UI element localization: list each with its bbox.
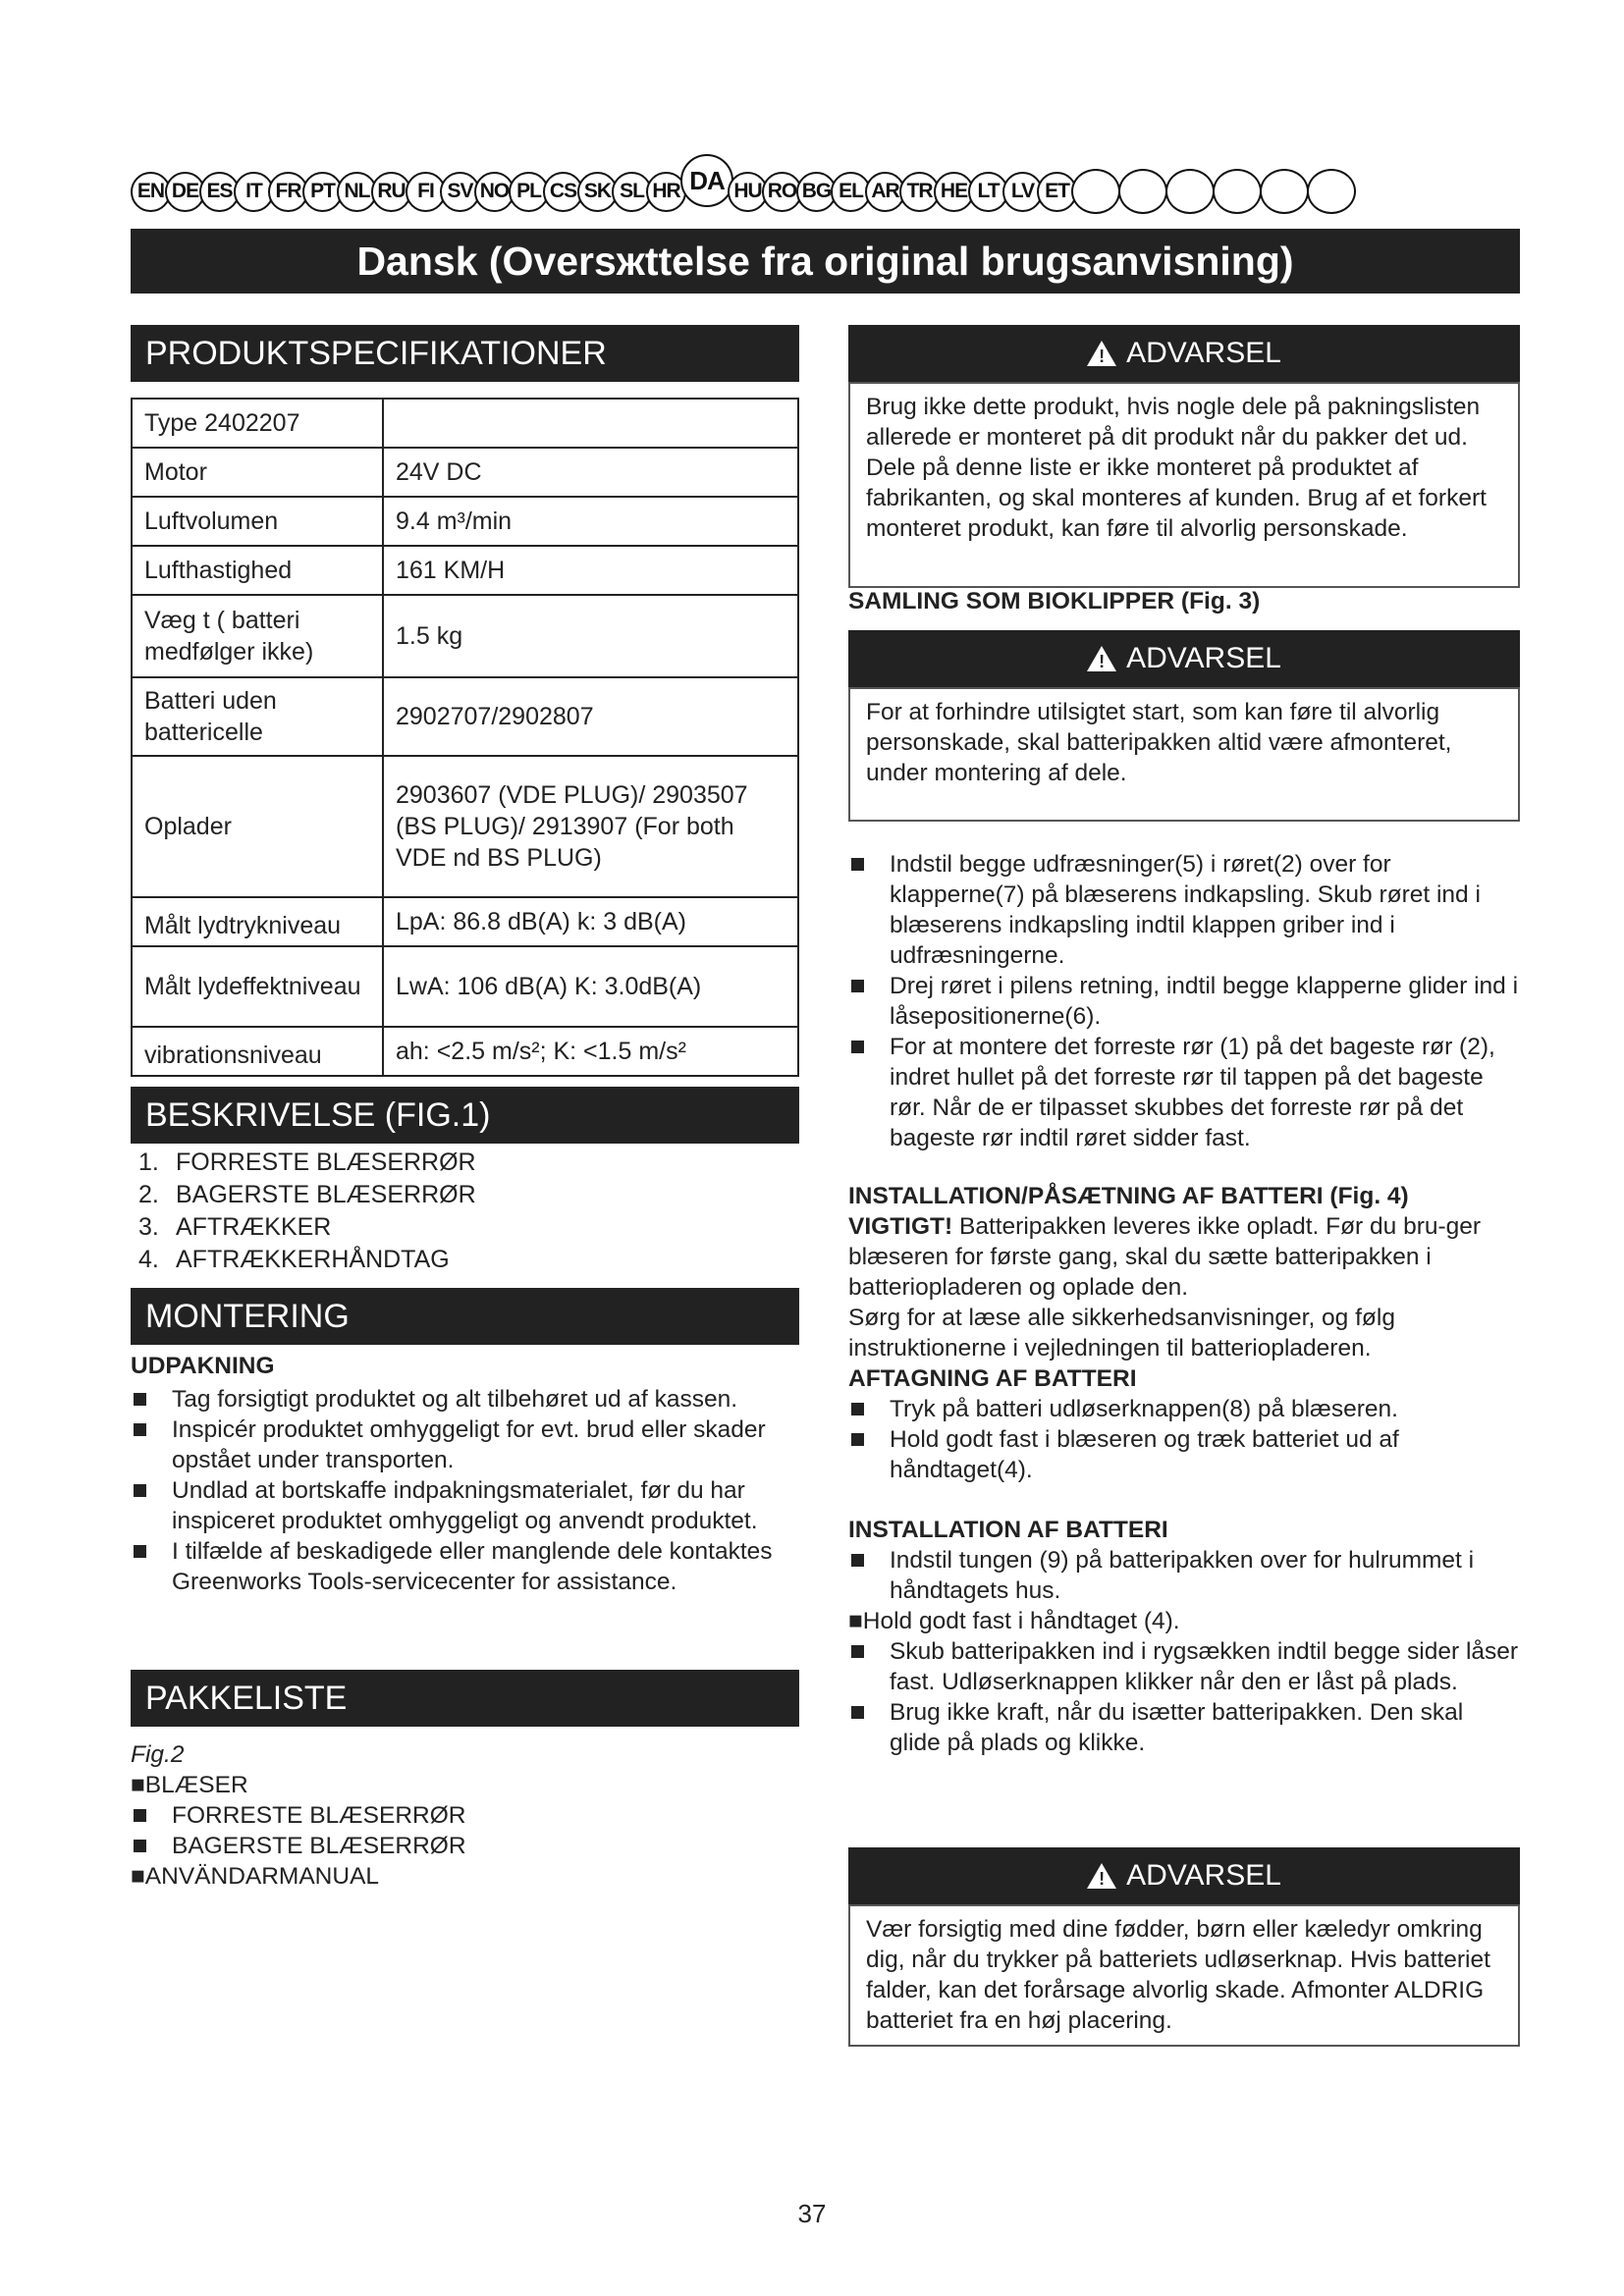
language-tab-nl: NL [337, 172, 377, 212]
fig-label: Fig.2 [131, 1741, 185, 1768]
language-tab-de: DE [165, 172, 205, 212]
installation-paragraph: VIGTIGT! Batteripakken leveres ikke opladt. Før du bru-ger blæseren for første gang, skal du sætte batteripakken i batteriopladeren og oplade den. [848, 1213, 1482, 1301]
language-tab-blank [1260, 169, 1309, 214]
language-tab-he: HE [934, 172, 974, 212]
language-tab-ar: AR [865, 172, 905, 212]
warning-heading: ! ADVARSEL [848, 1847, 1520, 1904]
language-tab-fi: FI [406, 172, 446, 212]
list-item: Tag forsigtigt produktet og alt tilbehøret ud af kassen. [131, 1384, 799, 1415]
list-item: 2. BAGERSTE BLÆSERRØR [138, 1181, 476, 1208]
list-item: Undlad at bortskaffe indpakningsmaterialet, før du har inspiceret produktet omhyggeligt og anvendt produktet. [131, 1475, 799, 1536]
spec-table [131, 398, 799, 1077]
language-tab-blank [1118, 169, 1167, 214]
aftagning-list [848, 1394, 1520, 1485]
udpakning-heading: UDPAKNING [131, 1353, 275, 1379]
list-item: Tryk på batteri udløserknappen(8) på blæseren. [848, 1394, 1520, 1424]
list-item: Indstil tungen (9) på batteripakken over for hulrummet i håndtagets hus. [848, 1545, 1520, 1606]
language-tab-it: IT [234, 172, 274, 212]
list-item: I tilfælde af beskadigede eller manglende dele kontaktes Greenworks Tools-servicecenter for assistance. [131, 1536, 799, 1597]
list-item: Skub batteripakken ind i rygsækken indtil begge sider låser fast. Udløserknappen klikker når den er låst på plads. [848, 1636, 1520, 1697]
installation-heading: INSTALLATION/PÅSÆTNING AF BATTERI (Fig. 4) [848, 1183, 1409, 1209]
inst-list [848, 1545, 1520, 1606]
language-tab-blank [1307, 169, 1356, 214]
list-item: BAGERSTE BLÆSERRØR [131, 1831, 799, 1861]
language-tab-ru: RU [371, 172, 411, 212]
montering-heading: MONTERING [131, 1288, 799, 1345]
language-tab-sk: SK [577, 172, 618, 212]
list-item: Hold godt fast i blæseren og træk batteriet ud af håndtaget(4). [848, 1424, 1520, 1485]
language-tab-bg: BG [796, 172, 837, 212]
language-tab-es: ES [199, 172, 240, 212]
table-row: vibrationsniveau ah: <2.5 m/s²; K: <1.5 m/s² [132, 1027, 798, 1076]
language-tab-lv: LV [1002, 172, 1043, 212]
udpakning-list [131, 1384, 799, 1597]
spec-heading: PRODUKTSPECIFIKATIONER [131, 325, 799, 382]
table-row: Oplader 2903607 (VDE PLUG)/ 2903507 (BS PLUG)/ 2913907 (For both VDE nd BS PLUG) [132, 756, 798, 897]
pakkeliste-line: ■BLÆSER [131, 1772, 248, 1798]
language-tab-el: EL [831, 172, 871, 212]
beskrivelse-heading: BESKRIVELSE (FIG.1) [131, 1087, 799, 1144]
language-tab-da: DA [680, 154, 733, 207]
list-item: Indstil begge udfræsninger(5) i røret(2) over for klapperne(7) på blæserens indkapsling. Skub røret ind i blæserens indkapsling indtil klappen griber ind i udfræsningerne. [848, 849, 1520, 971]
table-row: Målt lydeffektniveau LwA: 106 dB(A) K: 3.0dB(A) [132, 946, 798, 1027]
list-item: 3. AFTRÆKKER [138, 1213, 332, 1241]
list-item: Drej røret i pilens retning, indtil begge klapperne glider ind i låsepositionerne(6). [848, 971, 1520, 1032]
page-number: 37 [797, 2199, 827, 2228]
language-tab-sv: SV [440, 172, 480, 212]
warning-heading: ! ADVARSEL [848, 325, 1520, 382]
warning-box: Brug ikke dette produkt, hvis nogle dele på pakningslisten allerede er monteret på dit produkt når du pakker det ud. Dele på denne liste er ikke monteret på produktet af fabrikanten, og skal monteres af kunden. Brug af et forkert monteret produkt, kan føre til alvorlig personskade. [848, 382, 1520, 588]
list-item: FORRESTE BLÆSERRØR [131, 1800, 799, 1831]
language-tab-blank [1071, 169, 1120, 214]
table-row: Motor 24V DC [132, 448, 798, 497]
language-tab-cs: CS [543, 172, 583, 212]
table-row: Luftvolumen 9.4 m³/min [132, 497, 798, 546]
warning-icon [1087, 1863, 1116, 1889]
table-row: Målt lydtrykniveau LpA: 86.8 dB(A) k: 3 dB(A) [132, 897, 798, 946]
language-tab-en: EN [131, 172, 171, 212]
page-title: Dansk (Oversжttelse fra original brugsanvisning) [131, 229, 1520, 294]
warning-heading: ! ADVARSEL [848, 630, 1520, 687]
inst-list [848, 1636, 1520, 1758]
table-row: Væg t ( batteri medfølger ikke) 1.5 kg [132, 595, 798, 677]
language-tab-blank [1165, 169, 1215, 214]
language-tab-hr: HR [646, 172, 686, 212]
aftagning-heading: AFTAGNING AF BATTERI [848, 1365, 1137, 1392]
installation-section [848, 1181, 1520, 1758]
language-tab-lt: LT [968, 172, 1008, 212]
samling-heading: SAMLING SOM BIOKLIPPER (Fig. 3) [848, 588, 1261, 614]
list-item: 1. FORRESTE BLÆSERRØR [138, 1148, 476, 1176]
list-item: Brug ikke kraft, når du isætter batteripakken. Den skal glide på plads og klikke. [848, 1697, 1520, 1758]
samling-list [848, 849, 1520, 1153]
inst-line: ■Hold godt fast i håndtaget (4). [848, 1608, 1180, 1634]
warning-icon [1087, 341, 1116, 366]
language-tab-blank [1213, 169, 1262, 214]
language-tabs [131, 165, 1520, 214]
list-item: Inspicér produktet omhyggeligt for evt. brud eller skader opstået under transporten. [131, 1415, 799, 1475]
warning-box: Vær forsigtig med dine fødder, børn eller kæledyr omkring dig, når du trykker på batteriets udløserknap. Hvis batteriet falder, kan det forårsage alvorlig skade. Afmonter ALDRIG batteriet fra en høj placering. [848, 1904, 1520, 2047]
warning-box: For at forhindre utilsigtet start, som kan føre til alvorlig personskade, skal batteripakken altid være afmonteret, under montering af dele. [848, 687, 1520, 822]
pakkeliste-heading: PAKKELISTE [131, 1670, 799, 1727]
table-row: Type 2402207 [132, 399, 798, 448]
beskrivelse-list [131, 1147, 799, 1276]
list-item: For at montere det forreste rør (1) på det bageste rør (2), indret hullet på det forreste rør til tappen på det bageste rør. Når de er tilpasset skubbes det forreste rør på det bageste rør indtil røret sidder fast. [848, 1032, 1520, 1153]
table-row: Lufthastighed 161 KM/H [132, 546, 798, 595]
language-tab-hu: HU [728, 172, 768, 212]
pakkeliste-list [131, 1800, 799, 1861]
list-item: 4. AFTRÆKKERHÅNDTAG [138, 1246, 450, 1273]
language-tab-sl: SL [612, 172, 652, 212]
installation-paragraph: Sørg for at læse alle sikkerhedsanvisninger, og følg instruktionerne i vejledningen til batteriopladeren. [848, 1305, 1395, 1362]
language-tab-pl: PL [509, 172, 549, 212]
language-tab-fr: FR [268, 172, 308, 212]
pakkeliste-line: ■ANVÄNDARMANUAL [131, 1863, 380, 1890]
warning-icon [1087, 646, 1116, 671]
language-tab-pt: PT [302, 172, 343, 212]
language-tab-tr: TR [899, 172, 940, 212]
language-tab-no: NO [474, 172, 514, 212]
language-tab-ro: RO [762, 172, 802, 212]
language-tab-et: ET [1037, 172, 1077, 212]
inst-heading: INSTALLATION AF BATTERI [848, 1517, 1168, 1543]
table-row: Batteri uden battericelle 2902707/2902807 [132, 677, 798, 756]
